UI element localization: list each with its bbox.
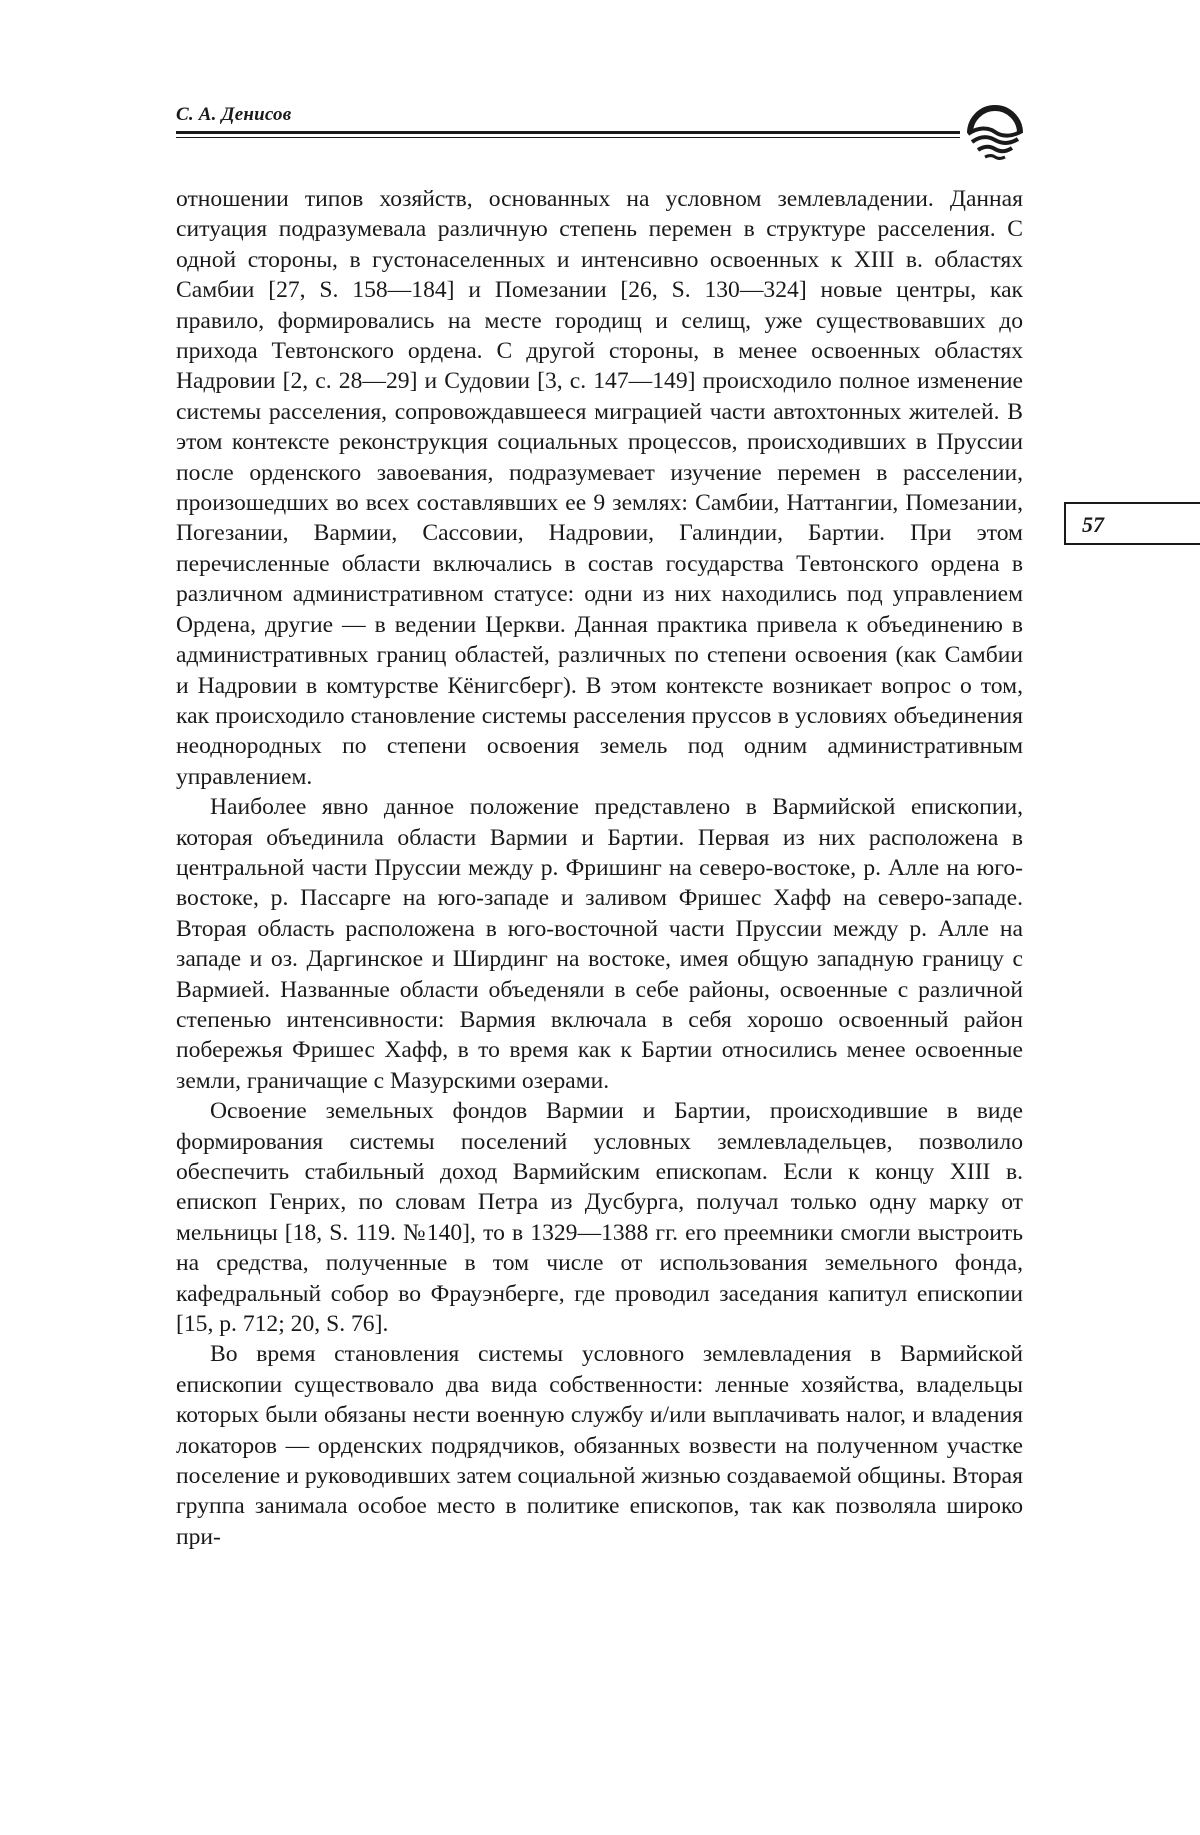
header-author: С. А. Денисов [176, 104, 292, 125]
paragraph-3: Освоение земельных фондов Вармии и Бартии, происходившие в виде формирования системы поселений условных землевладельцев, позволило обеспечить стабильный доход Вармийским епископам. Если к концу XIII в. епископ Генрих, по словам Петра из Дусбурга, получал только одну марку от мельницы [18, S. 119. №140], то в 1329—1388 гг. его преемники смогли выстроить на средства, полученные в том числе от использования земельного фонда, кафедральный собор во Фрауэнберге, где проводил заседания капитул епископии [15, p. 712; 20, S. 76]. [176, 1098, 1023, 1338]
page-number-tab [1064, 502, 1200, 545]
header-rule-thick [176, 131, 960, 134]
paragraph-1: отношении типов хозяйств, основанных на условном землевладении. Данная ситуация подразумевала различную степень перемен в структуре расселения. С одной стороны, в густонаселенных и интенсивно освоенных к XIII в. областях Самбии [27, S. 158—184] и Помезании [26, S. 130—324] новые центры, как правило, формировались на месте городищ и селищ, уже существовавших до прихода Тевтонского ордена. С другой стороны, в менее освоенных областях Надровии [2, с. 28—29] и Судовии [3, с. 147—149] происходило полное изменение системы расселения, сопровождавшееся миграцией части автохтонных жителей. В этом контексте реконструкция социальных процессов, происходивших в Пруссии после орденского завоевания, подразумевает изучение перемен в расселении, произошедших во всех составлявших ее 9 землях: Самбии, Наттангии, Помезании, Погезании, Вармии, Сассовии, Надровии, Галиндии, Бартии. При этом перечисленные области включались в состав государства Тевтонского ордена в различном административном статусе: одни из них находились под управлением Ордена, другие — в ведении Церкви. Данная практика привела к объединению в административных границ областей, различных по степени освоения (как Самбии и Надровии в комтурстве Кёнигсберг). В этом контексте возникает вопрос о том, как происходило становление системы расселения пруссов в условиях объединения неоднородных по степени освоения земель под одним административным управлением. [176, 186, 1023, 790]
article-body [176, 184, 1023, 1552]
journal-wave-logo-icon [964, 103, 1026, 165]
paragraph-2: Наиболее явно данное положение представлено в Вармийской епископии, которая объединила области Вармии и Бартии. Первая из них расположена в центральной части Пруссии между р. Фришинг на северо-востоке, р. Алле на юго-востоке, р. Пассарге на юго-западе и заливом Фришес Хафф на северо-западе. Вторая область расположена в юго-восточной части Пруссии между р. Алле на западе и оз. Даргинское и Ширдинг на востоке, имея общую западную границу с Вармией. Названные области объеденяли в себе районы, освоенные с различной степенью интенсивности: Вармия включала в себя хорошо освоенный район побережья Фришес Хафф, в то время как к Бартии относились менее освоенные земли, граничащие с Мазурскими озерами. [176, 794, 1023, 1094]
header-rule-thin [176, 137, 960, 138]
page-number: 57 [1082, 512, 1104, 537]
paragraph-4: Во время становления системы условного землевладения в Вармийской епископии существовало два вида собственности: ленные хозяйства, владельцы которых были обязаны нести военную службу и/или выплачивать налог, и владения локаторов — орденских подрядчиков, обязанных возвести на полученном участке поселение и руководивших затем социальной жизнью создаваемой общины. Вторая группа занимала особое место в политике епископов, так как позволяла широко при- [176, 1341, 1023, 1550]
